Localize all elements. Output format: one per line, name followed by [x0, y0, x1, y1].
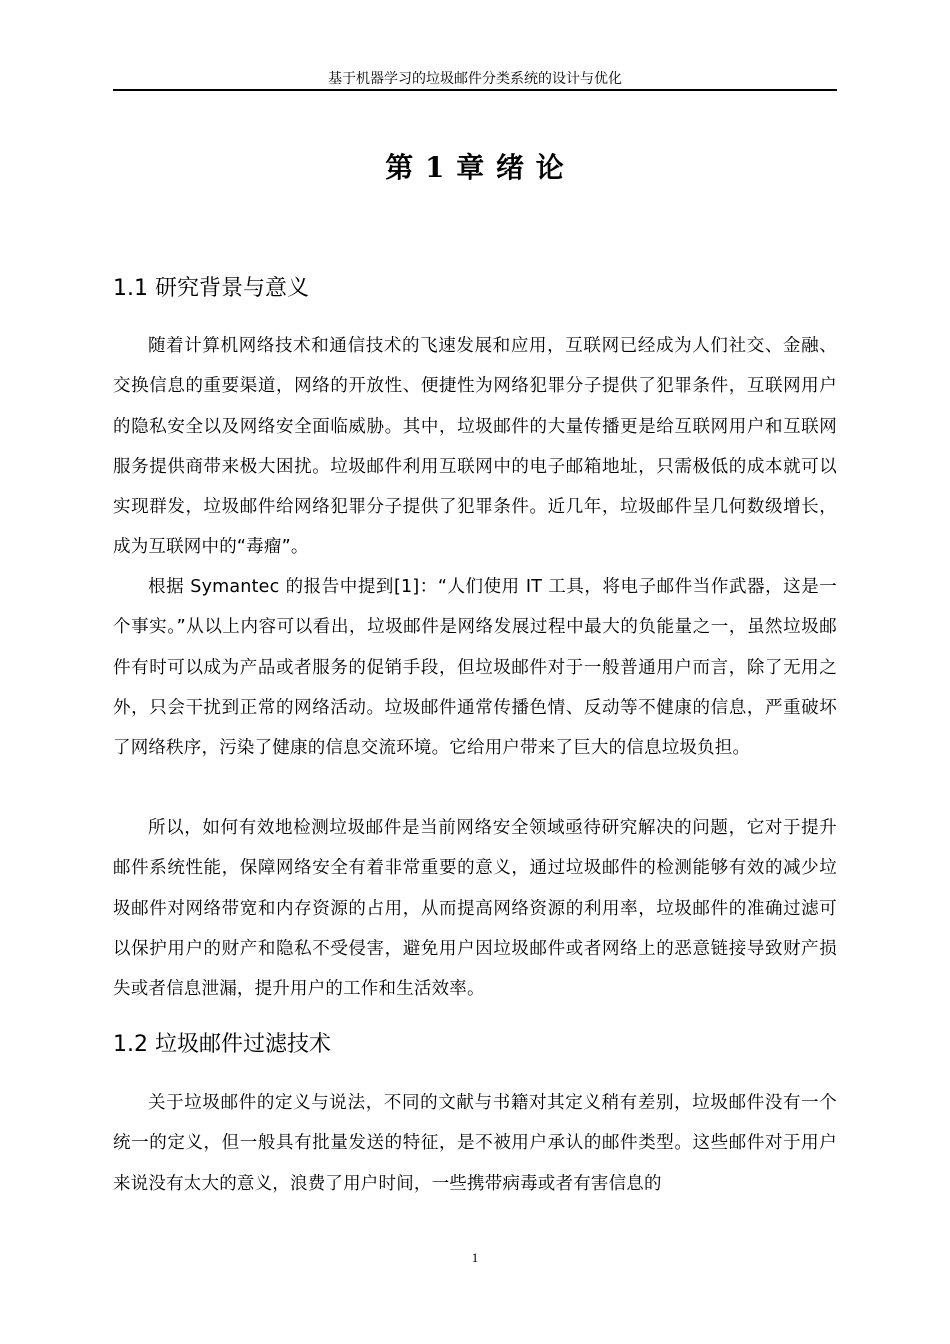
paragraph-background-3: 所以，如何有效地检测垃圾邮件是当前网络安全领域亟待研究解决的问题，它对于提升邮件系统性能，保障网络安全有着非常重要的意义，通过垃圾邮件的检测能够有效的减少垃圾邮件对网络带宽和内存资源的占用，从而提高网络资源的利用率，垃圾邮件的准确过滤可以保护用户的财产和隐私不受侵害，避免用户因垃圾邮件或者网络上的恶意链接导致财产损失或者信息泄漏，提升用户的工作和生活效率。 [113, 818, 837, 1000]
chapter-title: 第 1 章 绪 论 [385, 151, 565, 184]
section-heading-1-2: 1.2 垃圾邮件过滤技术 [113, 1032, 331, 1057]
paragraph-background-1: 随着计算机网络技术和通信技术的飞速发展和应用，互联网已经成为人们社交、金融、交换信息的重要渠道，网络的开放性、便捷性为网络犯罪分子提供了犯罪条件，互联网用户的隐私安全以及网络安全面临威胁。其中，垃圾邮件的大量传播更是给互联网用户和互联网服务提供商带来极大困扰。垃圾邮件利用互联网中的电子邮箱地址，只需极低的成本就可以实现群发，垃圾邮件给网络犯罪分子提供了犯罪条件。近几年，垃圾邮件呈几何数级增长，成为互联网中的“毒瘤”。 [113, 336, 837, 558]
page-number: 1 [471, 1250, 479, 1265]
paragraph-background-2: 根据 Symantec 的报告中提到[1]：“人们使用 IT 工具，将电子邮件当作武器，这是一个事实。”从以上内容可以看出，垃圾邮件是网络发展过程中最大的负能量之一，虽然垃圾邮件有时可以成为产品或者服务的促销手段，但垃圾邮件对于一般普通用户而言，除了无用之外，只会干扰到正常的网络活动。垃圾邮件通常传播色情、反动等不健康的信息，严重破坏了网络秩序，污染了健康的信息交流环境。它给用户带来了巨大的信息垃圾负担。 [113, 577, 837, 759]
running-header: 基于机器学习的垃圾邮件分类系统的设计与优化 [328, 71, 622, 87]
paragraph-spam-filter-1: 关于垃圾邮件的定义与说法，不同的文献与书籍对其定义稍有差别，垃圾邮件没有一个统一的定义，但一般具有批量发送的特征，是不被用户承认的邮件类型。这些邮件对于用户来说没有太大的意义，浪费了用户时间，一些携带病毒或者有害信息的 [113, 1093, 837, 1194]
section-heading-1-1: 1.1 研究背景与意义 [113, 276, 309, 301]
header-rule [113, 89, 837, 91]
